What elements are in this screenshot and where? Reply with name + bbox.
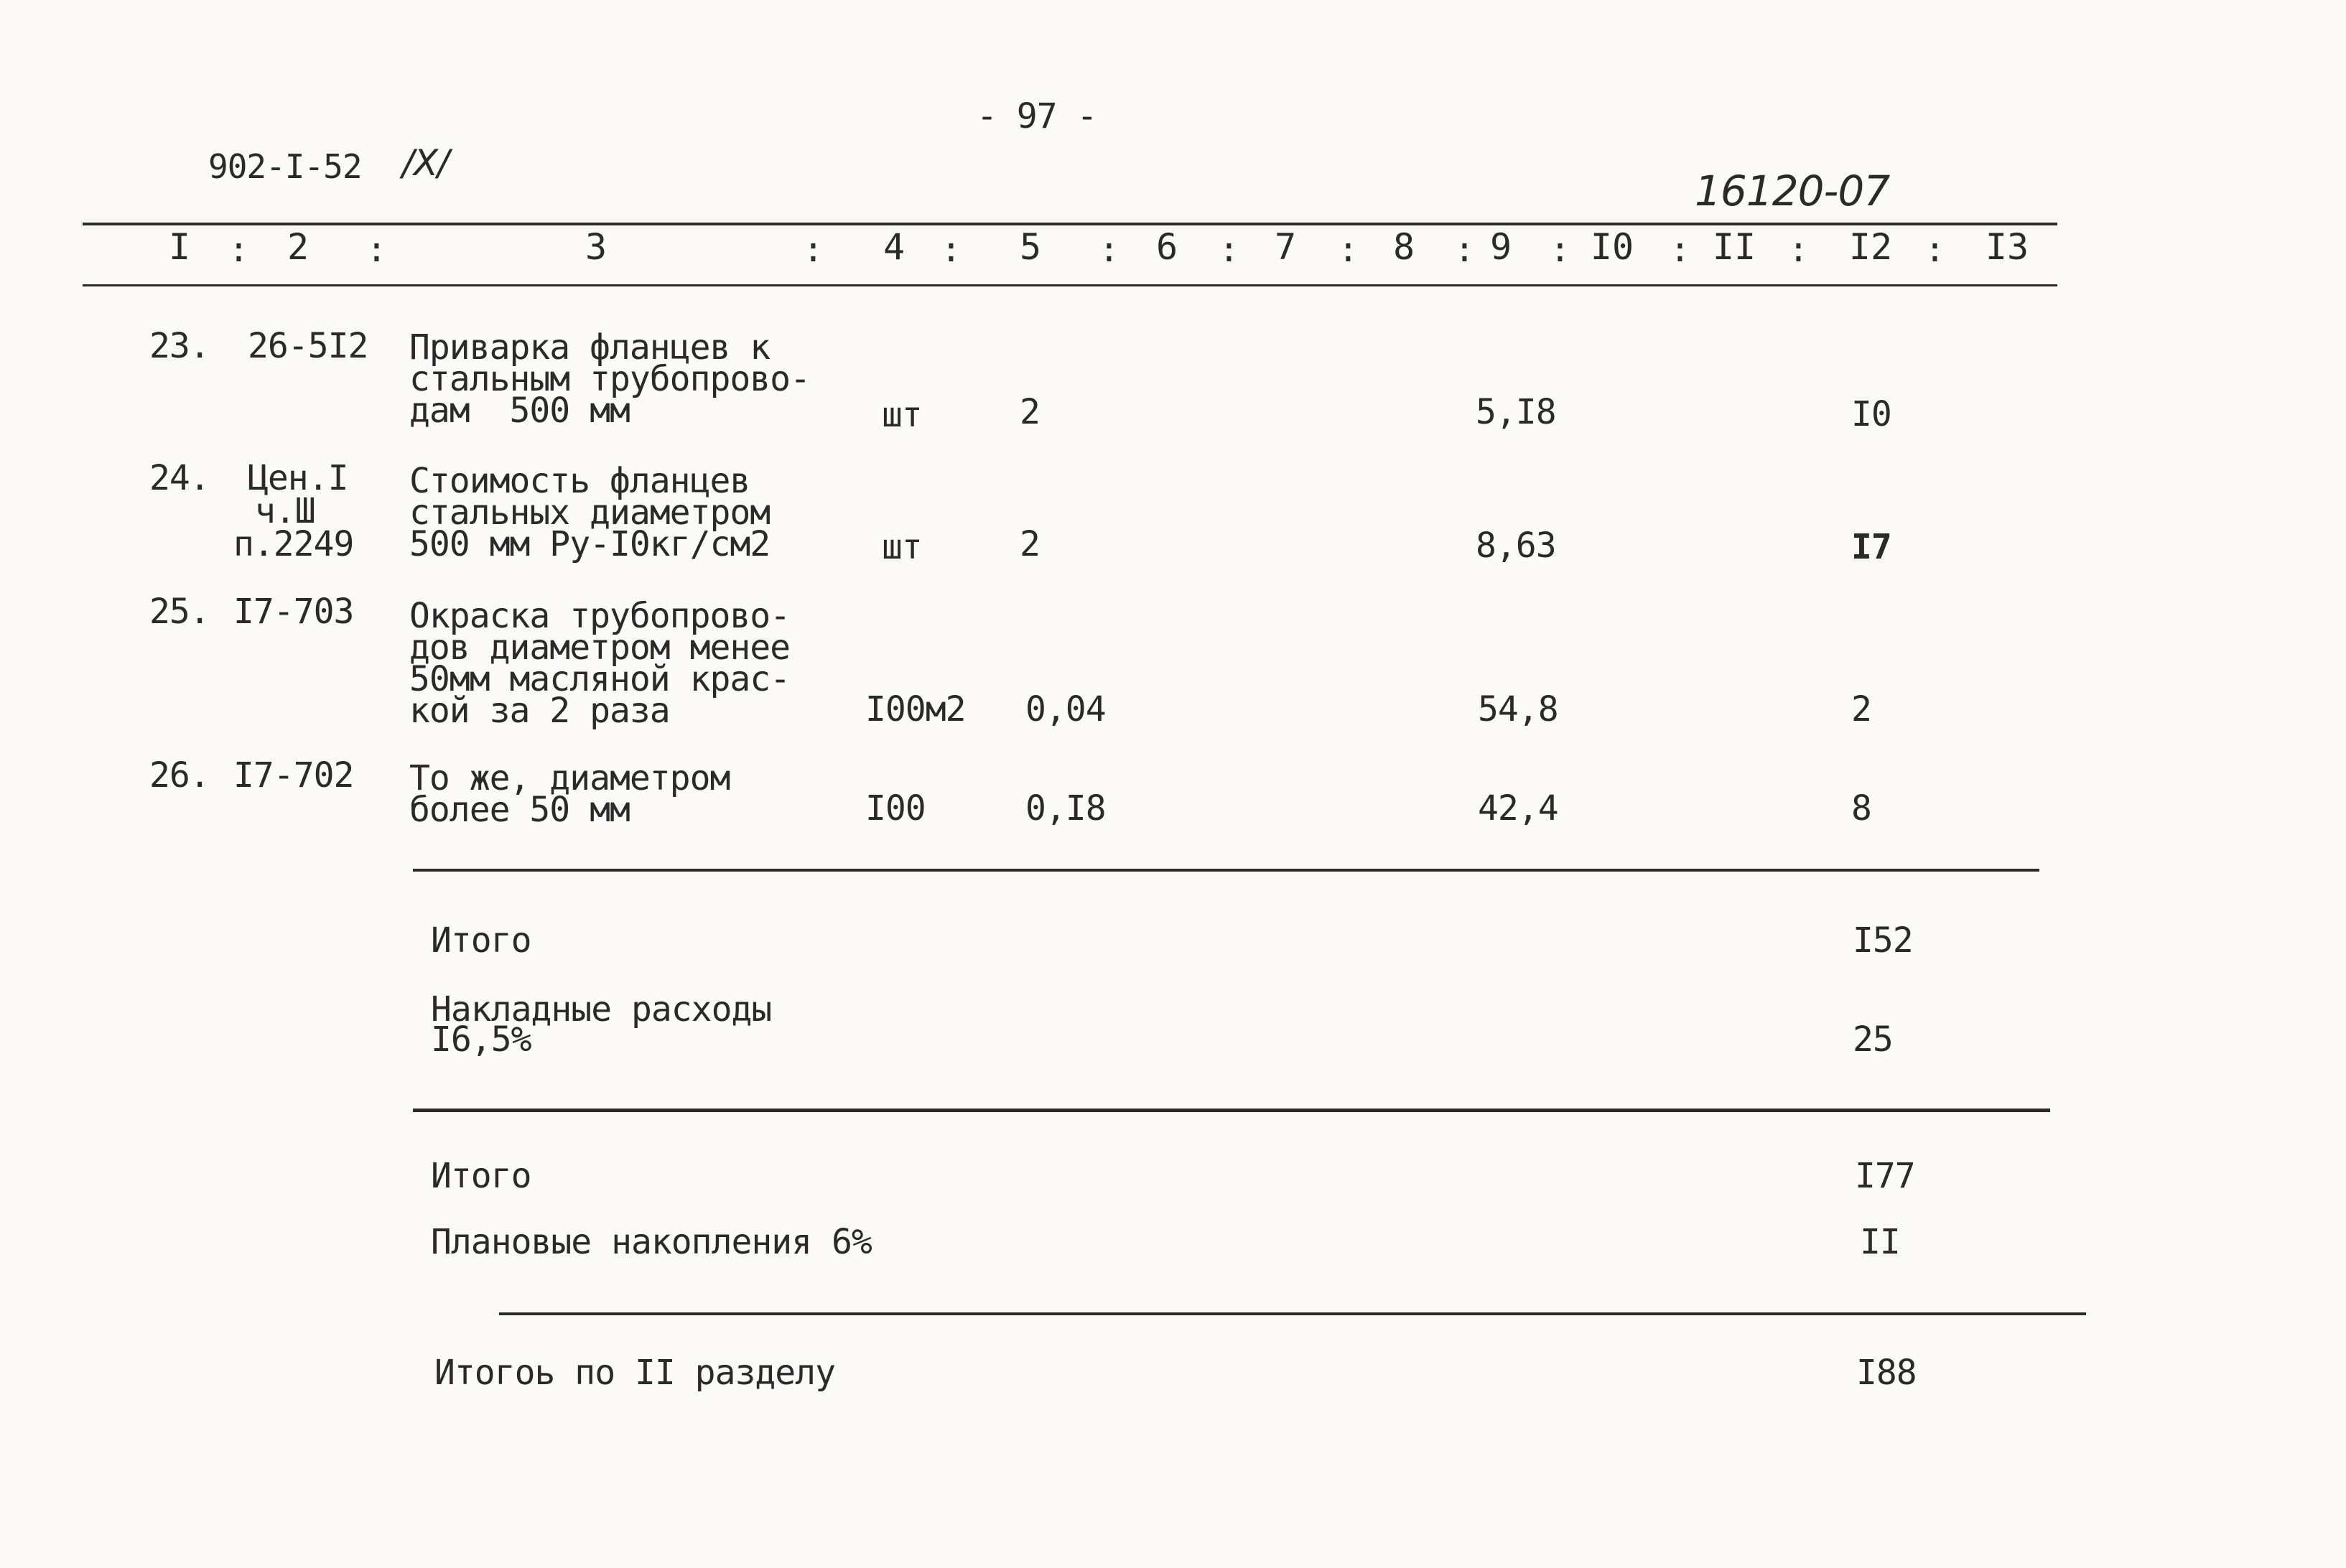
column-header: I3 <box>1985 226 2029 268</box>
row-description-line: 50мм масляной крас- <box>409 659 791 699</box>
row-total: 8 <box>1851 788 1871 829</box>
column-separator: : <box>1454 230 1475 270</box>
column-header: 8 <box>1392 226 1415 268</box>
column-header: 4 <box>883 226 906 268</box>
row-description-line: 500 мм Ру-I0кг/см2 <box>409 524 771 564</box>
column-separator: : <box>1099 230 1120 270</box>
row-unit: I00м2 <box>865 689 966 729</box>
column-separator: : <box>1219 230 1239 270</box>
row-description-line: дов диаметром менее <box>409 627 791 668</box>
row-number: 24. <box>149 458 210 498</box>
column-separator: : <box>941 230 962 270</box>
column-separator: : <box>803 230 824 270</box>
column-separator: : <box>228 230 249 270</box>
page-number: - 97 - <box>977 96 1097 136</box>
divider-rule <box>413 1109 2050 1112</box>
row-description-line: Стоимость фланцев <box>409 461 750 501</box>
divider-rule <box>413 869 2039 872</box>
section-total-value: I88 <box>1856 1353 1917 1393</box>
divider-rule <box>499 1312 2086 1315</box>
column-header: 6 <box>1155 226 1178 268</box>
row-quantity: 0,04 <box>1025 689 1106 729</box>
row-quantity: 0,I8 <box>1025 788 1106 829</box>
row-unit: I00 <box>865 788 926 829</box>
row-price: 54,8 <box>1478 689 1558 729</box>
row-description-line: стальных диаметром <box>409 493 771 533</box>
row-code: I7-703 <box>233 592 354 632</box>
row-price: 5,I8 <box>1476 392 1556 432</box>
row-description-line: кой за 2 раза <box>409 691 670 731</box>
row-description-line: То же, диаметром <box>409 758 730 798</box>
column-header: I0 <box>1590 226 1634 268</box>
row-unit: шт <box>882 527 922 567</box>
overhead-label: Накладные расходы <box>431 989 772 1030</box>
document-code: 902-I-52 <box>208 147 362 186</box>
header-bottom-rule <box>83 284 2057 286</box>
column-header: 7 <box>1274 226 1297 268</box>
row-price: 42,4 <box>1478 788 1558 829</box>
column-header: 3 <box>585 226 608 268</box>
row-number: 26. <box>149 755 210 795</box>
row-number: 25. <box>149 592 210 632</box>
row-description-line: Приварка фланцев к <box>409 327 771 368</box>
row-description-line: дам 500 мм <box>409 391 630 431</box>
overhead-label: I6,5% <box>431 1019 531 1060</box>
row-quantity: 2 <box>1020 524 1040 564</box>
subtotal-label: Итого <box>431 920 531 961</box>
column-separator: : <box>1670 230 1690 270</box>
row-code: ч.Ш <box>255 491 315 531</box>
column-header: II <box>1712 226 1756 268</box>
subtotal-value: I77 <box>1855 1156 1915 1196</box>
archive-number: 16120-07 <box>1695 167 1890 215</box>
row-description-line: Окраска трубопрово- <box>409 596 791 636</box>
document-mark: /X/ <box>402 142 449 184</box>
row-total: I7 <box>1851 527 1891 567</box>
row-number: 23. <box>149 326 210 366</box>
column-header: I <box>168 226 191 268</box>
row-quantity: 2 <box>1020 392 1040 432</box>
column-separator: : <box>1338 230 1359 270</box>
row-code: I7-702 <box>233 755 354 795</box>
overhead-value: 25 <box>1853 1019 1893 1060</box>
row-code: п.2249 <box>233 524 354 564</box>
column-header: 5 <box>1019 226 1042 268</box>
column-separator: : <box>1924 230 1945 270</box>
column-separator: : <box>1788 230 1809 270</box>
column-header: I2 <box>1848 226 1893 268</box>
row-total: 2 <box>1851 689 1871 729</box>
subtotal-value: I52 <box>1853 920 1913 961</box>
row-unit: шт <box>882 395 922 435</box>
row-code: Цен.I <box>248 458 348 498</box>
planned-accumulations-label: Плановые накопления 6% <box>431 1222 872 1262</box>
row-description-line: стальным трубопрово- <box>409 359 810 399</box>
column-header: 9 <box>1489 226 1512 268</box>
row-total: I0 <box>1851 394 1891 434</box>
section-total-label: Итогоь по II разделу <box>434 1353 835 1393</box>
row-description-line: более 50 мм <box>409 790 630 830</box>
column-header: 2 <box>287 226 309 268</box>
row-code: 26-5I2 <box>248 326 368 366</box>
column-separator: : <box>366 230 387 270</box>
column-separator: : <box>1550 230 1570 270</box>
planned-accumulations-value: II <box>1860 1222 1900 1262</box>
row-price: 8,63 <box>1476 526 1556 566</box>
subtotal-label: Итого <box>431 1156 531 1196</box>
